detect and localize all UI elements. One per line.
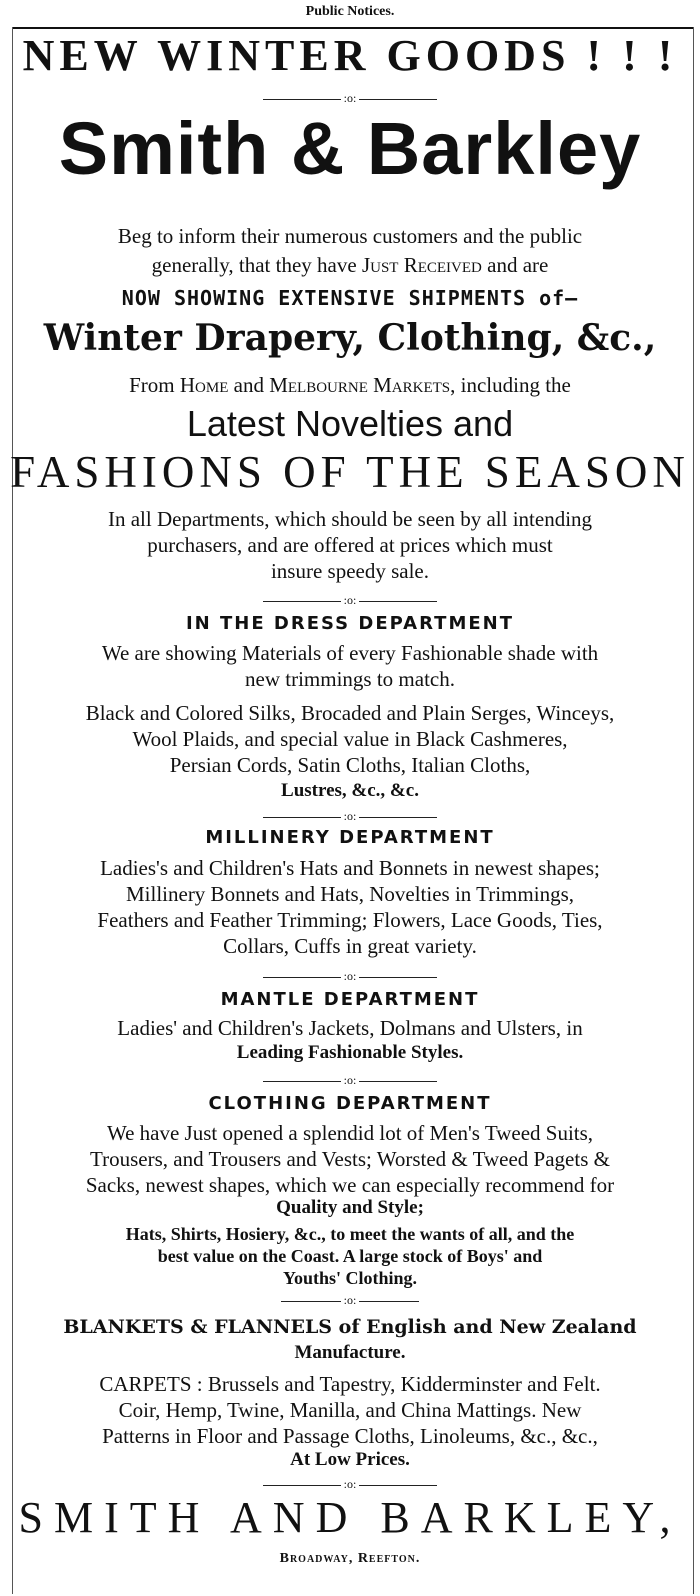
intro-line-10: insure speedy sale. bbox=[270, 559, 430, 583]
dress-line-4: Wool Plaids, and special value in Black Cashmeres, bbox=[132, 727, 568, 751]
millinery-line-1: Ladies's and Children's Hats and Bonnets in newest shapes; bbox=[100, 856, 600, 880]
separator: :o: bbox=[8, 594, 692, 606]
millinery-line-2: Millinery Bonnets and Hats, Novelties in Trimmings, bbox=[125, 882, 574, 906]
intro-line-1: Beg to inform their numerous customers and the public bbox=[117, 224, 583, 248]
section-header: Public Notices. bbox=[305, 4, 395, 19]
intro-line-9: purchasers, and are offered at prices which must bbox=[147, 533, 553, 557]
intro-line-4: Winter Drapery, Clothing, &c., bbox=[43, 317, 657, 359]
clothing-line-2: Trousers, and Trousers and Vests; Worsted & Tweed Pagets & bbox=[90, 1147, 610, 1171]
intro-line-6: Latest Novelties and bbox=[186, 403, 514, 444]
footer-firm-name: SMITH AND BARKLEY, bbox=[18, 1493, 682, 1542]
clothing-department-heading: CLOTHING DEPARTMENT bbox=[208, 1093, 492, 1114]
firm-name: Smith & Barkley bbox=[58, 107, 642, 190]
clothing-line-7: Youths' Clothing. bbox=[282, 1268, 418, 1288]
blankets-line-1: BLANKETS & FLANNELS of English and New Zealand bbox=[63, 1316, 637, 1338]
separator: :o: bbox=[8, 1478, 692, 1490]
clothing-line-3: Sacks, newest shapes, which we can especially recommend for bbox=[85, 1173, 615, 1197]
dress-line-5: Persian Cords, Satin Cloths, Italian Cloths, bbox=[169, 753, 531, 777]
intro-line-8: In all Departments, which should be seen by all intending bbox=[107, 507, 593, 531]
headline: NEW WINTER GOODS ! ! ! bbox=[22, 31, 678, 80]
dress-line-6: Lustres, &c., &c. bbox=[281, 780, 419, 801]
separator: :o: bbox=[8, 970, 692, 982]
separator: :o: bbox=[8, 1074, 692, 1086]
carpets-line-1: CARPETS : Brussels and Tapestry, Kidderminster and Felt. bbox=[99, 1372, 601, 1396]
carpets-line-4: At Low Prices. bbox=[290, 1449, 410, 1470]
dress-line-1: We are showing Materials of every Fashionable shade with bbox=[101, 641, 599, 665]
intro-line-3: NOW SHOWING EXTENSIVE SHIPMENTS of— bbox=[121, 286, 579, 310]
separator: :o: bbox=[8, 1294, 692, 1306]
clothing-line-1: We have Just opened a splendid lot of Men's Tweed Suits, bbox=[106, 1121, 594, 1145]
clothing-line-4: Quality and Style; bbox=[276, 1197, 424, 1218]
intro-line-7: FASHIONS OF THE SEASON bbox=[10, 447, 690, 497]
mantle-department-heading: MANTLE DEPARTMENT bbox=[220, 989, 480, 1010]
millinery-line-4: Collars, Cuffs in great variety. bbox=[223, 934, 477, 958]
clothing-line-6: best value on the Coast. A large stock of Boys' and bbox=[157, 1246, 543, 1266]
intro-line-5: From Home and Melbourne Markets, including the bbox=[129, 373, 571, 397]
mantle-line-2: Leading Fashionable Styles. bbox=[236, 1042, 464, 1063]
right-column-rule bbox=[693, 27, 694, 1594]
blankets-line-2: Manufacture. bbox=[294, 1342, 406, 1363]
dress-department-heading: IN THE DRESS DEPARTMENT bbox=[185, 613, 514, 634]
millinery-department-heading: MILLINERY DEPARTMENT bbox=[205, 827, 495, 848]
millinery-line-3: Feathers and Feather Trimming; Flowers, Lace Goods, Ties, bbox=[97, 908, 603, 932]
top-rule bbox=[12, 27, 694, 29]
clothing-line-5: Hats, Shirts, Hosiery, &c., to meet the wants of all, and the bbox=[125, 1224, 575, 1244]
separator: :o: bbox=[8, 92, 692, 104]
dress-line-3: Black and Colored Silks, Brocaded and Plain Serges, Winceys, bbox=[85, 701, 615, 725]
mantle-line-1: Ladies' and Children's Jackets, Dolmans and Ulsters, in bbox=[117, 1016, 583, 1040]
separator: :o: bbox=[8, 810, 692, 822]
dress-line-2: new trimmings to match. bbox=[245, 667, 455, 691]
footer-address: Broadway, Reefton. bbox=[279, 1551, 421, 1566]
carpets-line-2: Coir, Hemp, Twine, Manilla, and China Mattings. New bbox=[118, 1398, 582, 1422]
carpets-line-3: Patterns in Floor and Passage Cloths, Linoleums, &c., &c., bbox=[102, 1424, 598, 1448]
intro-line-2: generally, that they have Just Received and are bbox=[151, 253, 549, 277]
